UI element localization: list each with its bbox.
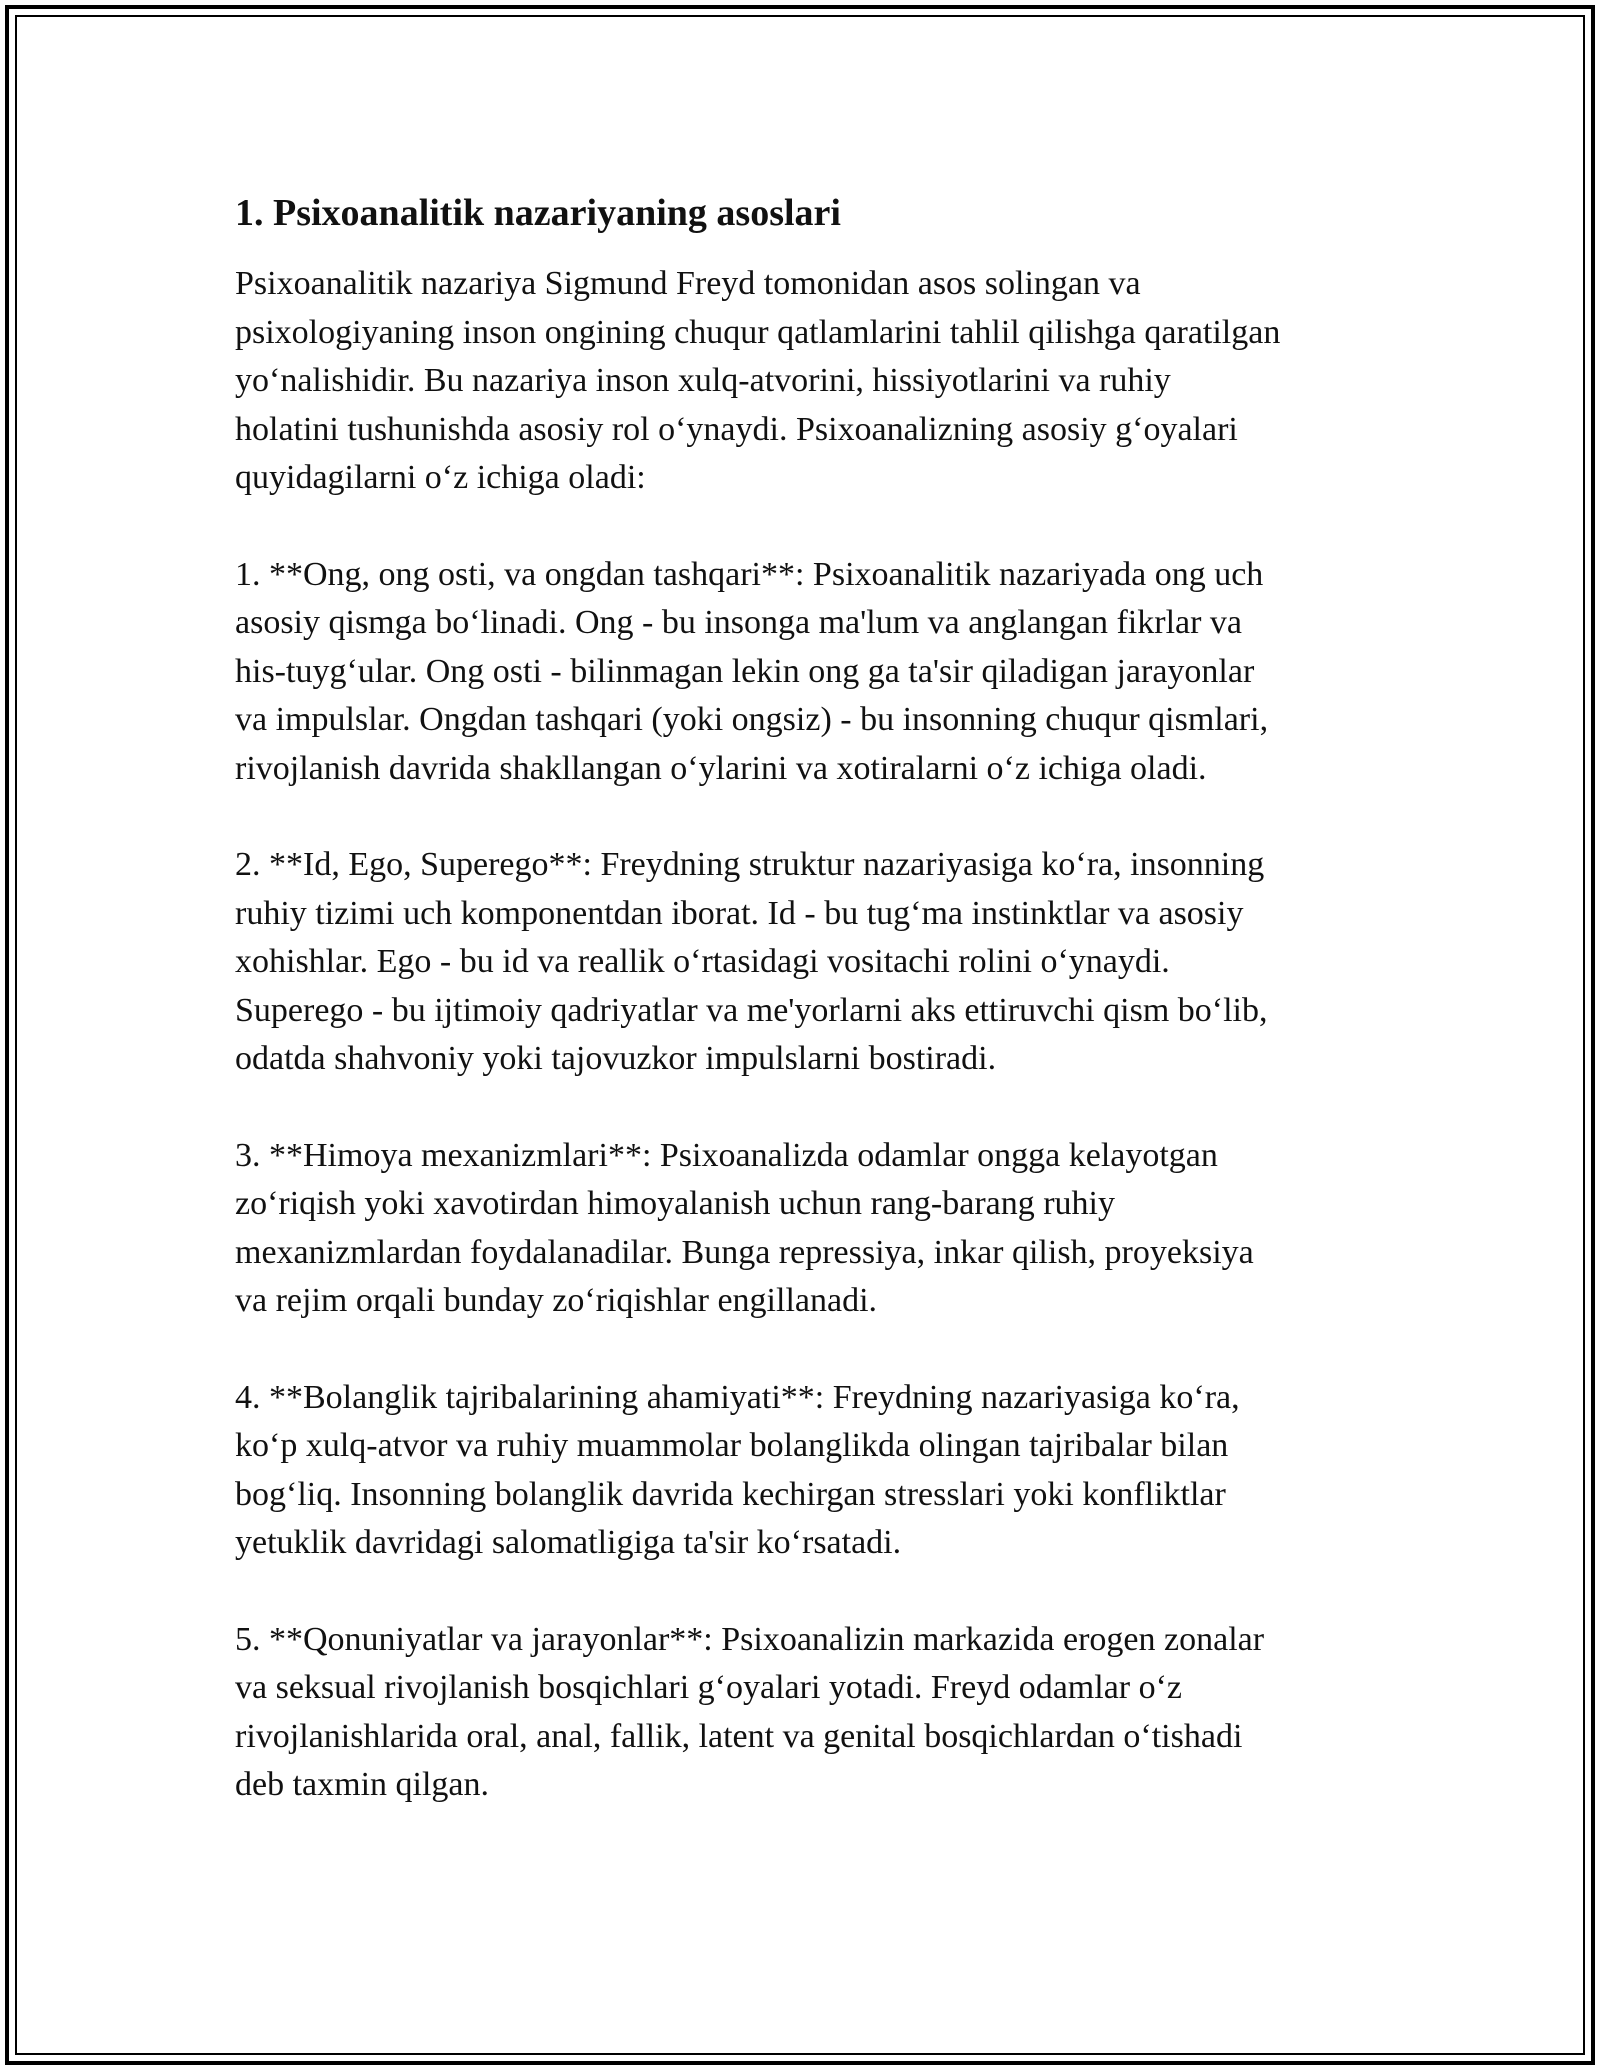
- section-heading: 1. Psixoanalitik nazariyaning asoslari: [235, 192, 841, 234]
- list-item-ong: 1. **Ong, ong osti, va ongdan tashqari**: Psixoanalitik nazariyada ong uch asosiy qismga bo‘linadi. Ong - bu insonga ma'lum va anglangan fikrlar va his-tuyg‘ular. Ong osti - bilinmagan lekin ong ga ta'sir qiladigan jarayonlar va impulslar. Ongdan tashqari (yoki ongsiz) - bu insonning chuqur qismlari, rivojlanish davrida shakllangan o‘ylarini va xotiralarni o‘z ichiga oladi.: [235, 555, 1269, 787]
- list-item-id-ego-superego: 2. **Id, Ego, Superego**: Freydning struktur nazariyasiga ko‘ra, insonning ruhiy tizimi uch komponentdan iborat. Id - bu tug‘ma instinktlar va asosiy xohishlar. Ego - bu id va reallik o‘rtasidagi vositachi rolini o‘ynaydi. Superego - bu ijtimoiy qadriyatlar va me'yorlarni aks ettiruvchi qism bo‘lib, odatda shahvoniy yoki tajovuzkor impulslarni bostiradi.: [235, 846, 1268, 1077]
- document-body: [235, 188, 1375, 1858]
- intro-paragraph: Psixoanalitik nazariya Sigmund Freyd tomonidan asos solingan va psixologiyaning inson ongining chuqur qatlamlarini tahlil qilishga qaratilgan yo‘nalishidir. Bu nazariya inson xulq-atvorini, hissiyotlarini va ruhiy holatini tushunishda asosiy rol o‘ynaydi. Psixoanalizning asosiy g‘oyalari quyidagilarni o‘z ichiga oladi:: [235, 265, 1281, 496]
- list-item-qonuniyatlar: 5. **Qonuniyatlar va jarayonlar**: Psixoanalizin markazida erogen zonalar va seksual rivojlanish bosqichlari g‘oyalari yotadi. Freyd odamlar o‘z rivojlanishlarida oral, anal, fallik, latent va genital bosqichlardan o‘tishadi deb taxmin qilgan.: [235, 1620, 1265, 1803]
- list-item-bolanglik-tajribalari: 4. **Bolanglik tajribalarining ahamiyati**: Freydning nazariyasiga ko‘ra, ko‘p xulq-atvor va ruhiy muammolar bolanglikda olingan tajribalar bilan bog‘liq. Insonning bolanglik davrida kechirgan stresslari yoki konfliktlar yetuklik davridagi salomatligiga ta'sir ko‘rsatadi.: [235, 1378, 1240, 1561]
- list-item-himoya-mexanizmlari: 3. **Himoya mexanizmlari**: Psixoanalizda odamlar ongga kelayotgan zo‘riqish yoki xavotirdan himoyalanish uchun rang-barang ruhiy mexanizmlardan foydalanadilar. Bunga repressiya, inkar qilish, proyeksiya va rejim orqali bunday zo‘riqishlar engillanadi.: [235, 1136, 1254, 1319]
